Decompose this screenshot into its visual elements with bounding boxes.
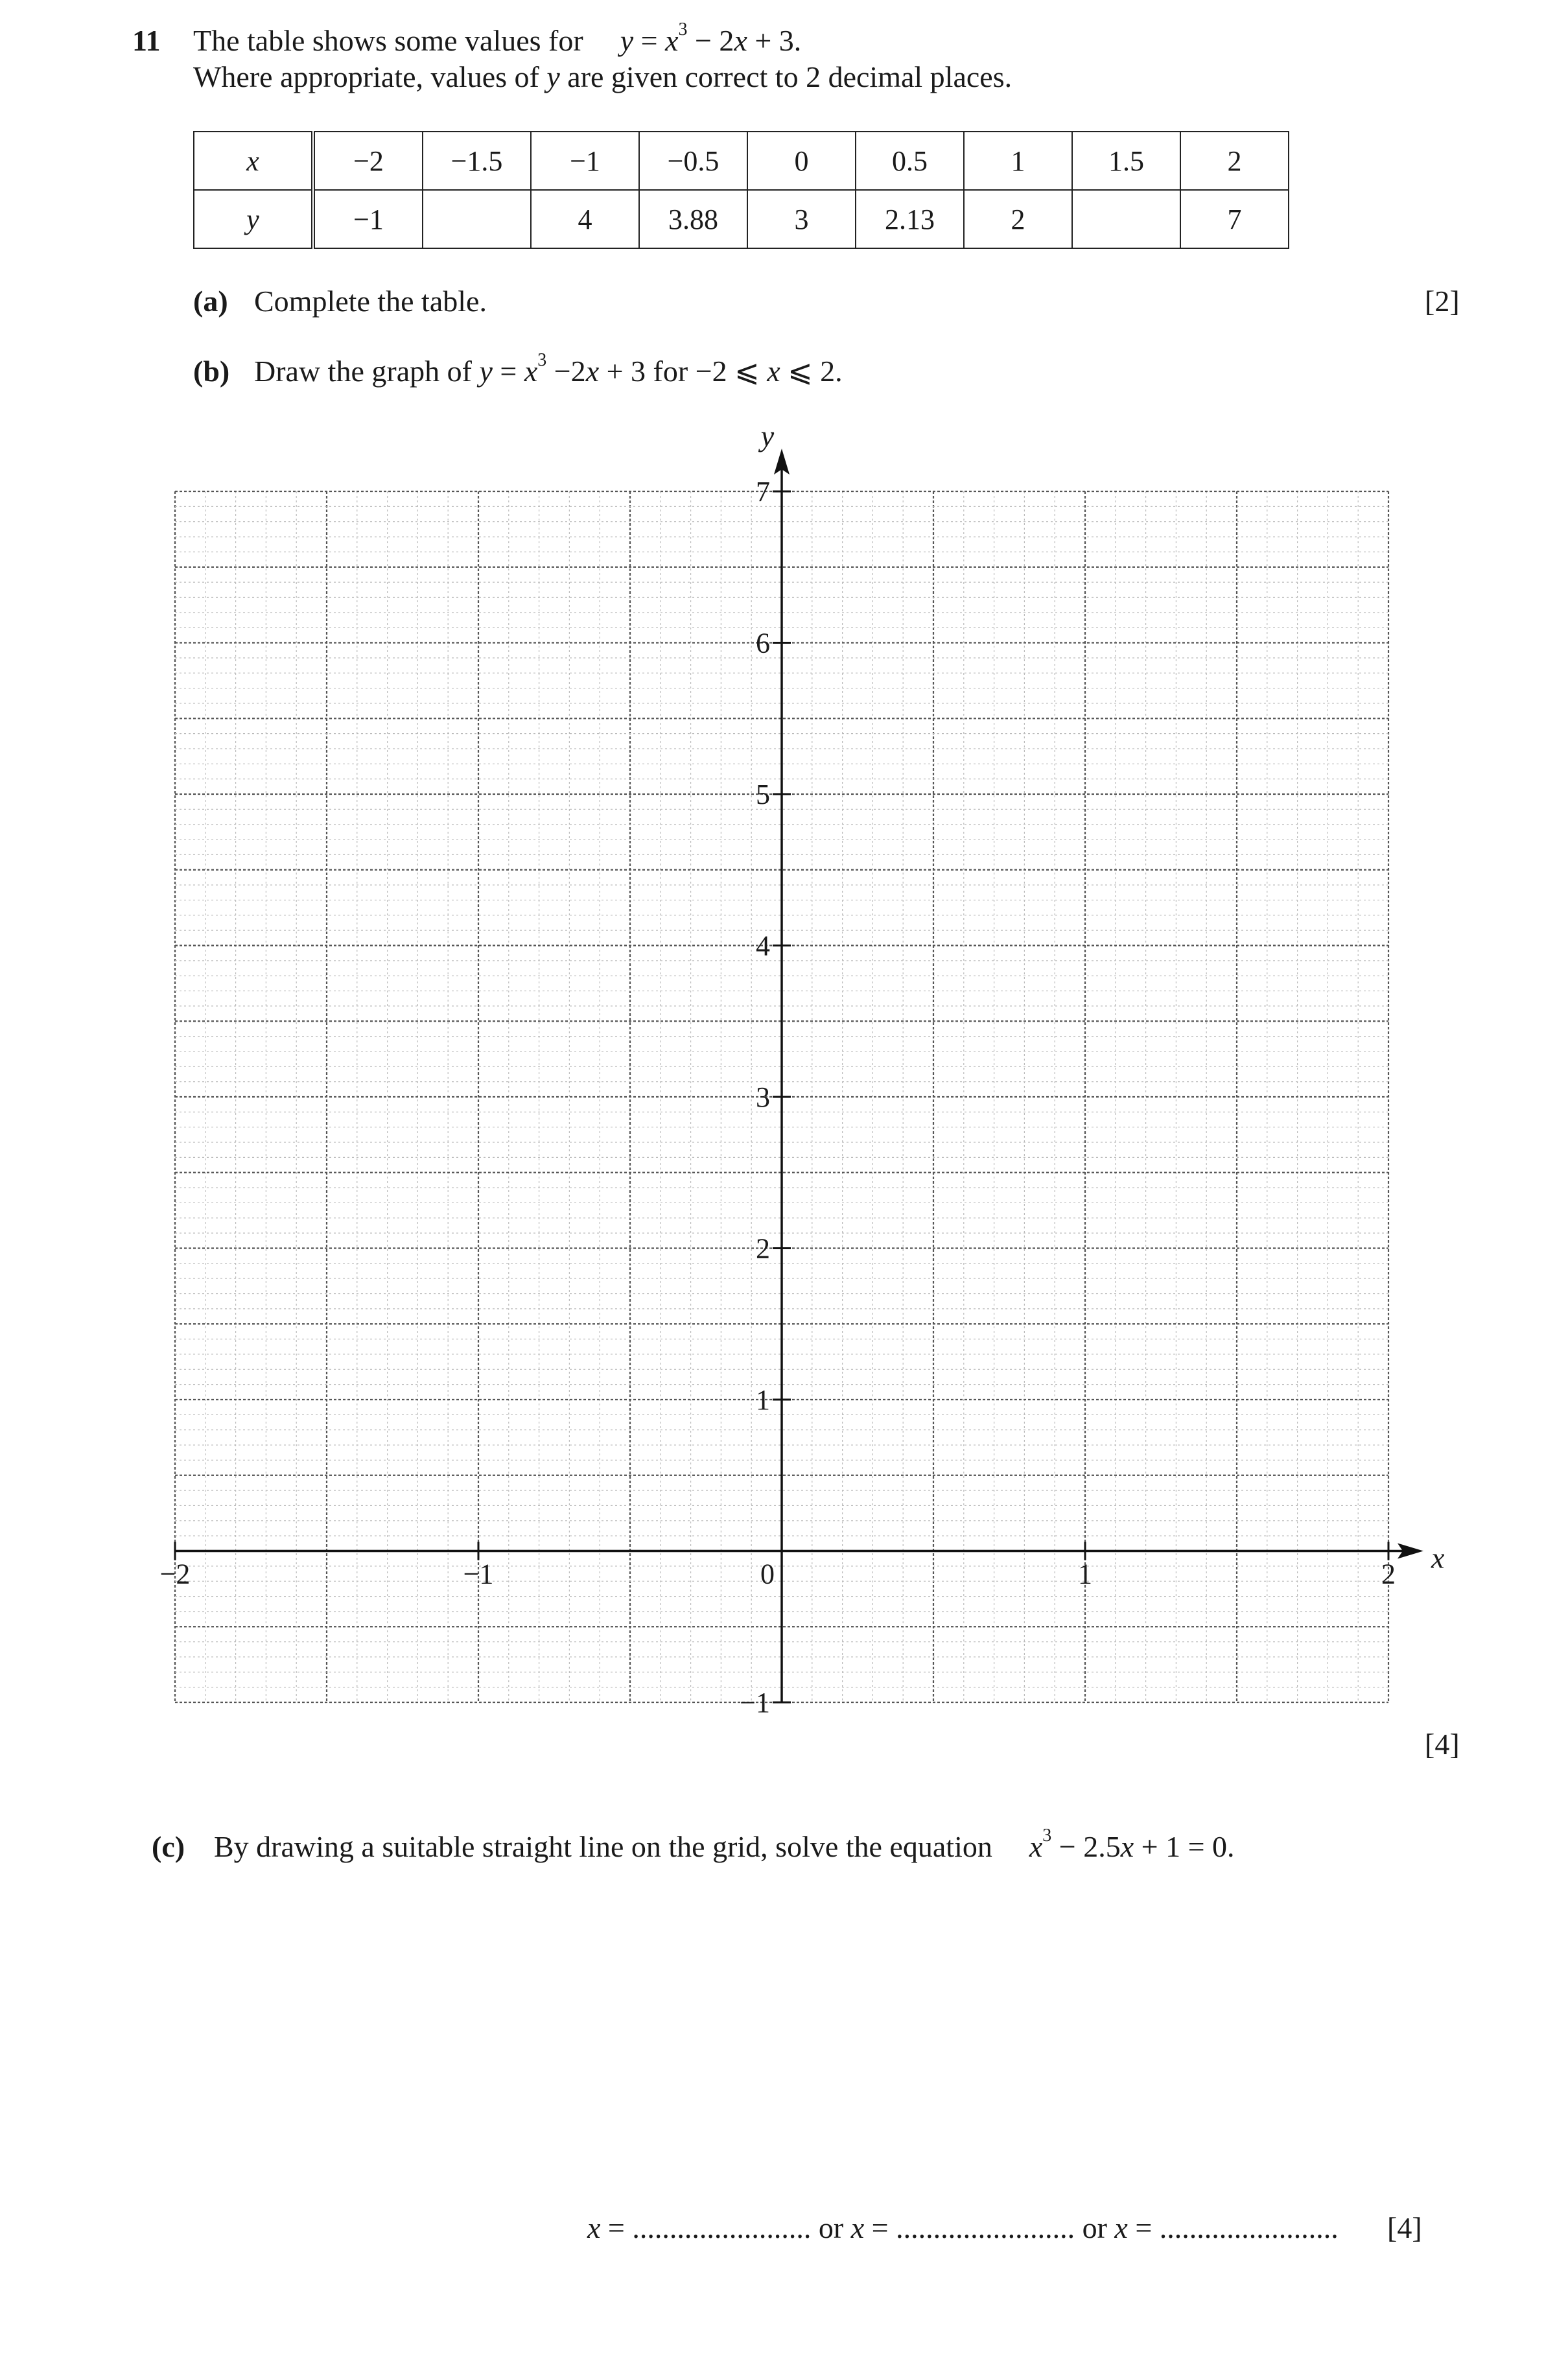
y-tick-label: 1 <box>756 1384 770 1416</box>
table-cell-x: 1 <box>964 132 1072 190</box>
part-b-eq-x2: x <box>585 355 600 388</box>
part-c-eq-rest: − 2.5 <box>1051 1830 1121 1863</box>
table-cell-x: 1.5 <box>1072 132 1180 190</box>
intro-eq-tail: + 3. <box>747 24 802 57</box>
y-tick-label: 7 <box>756 476 770 508</box>
table-cell-y: 4 <box>531 190 639 248</box>
table-cell-y: −1 <box>313 190 423 248</box>
part-c-text-main: By drawing a suitable straight line on the grid, solve the equation <box>214 1830 992 1863</box>
answer-field-1[interactable]: ........................ <box>632 2211 812 2244</box>
question-number: 11 <box>132 24 161 57</box>
intro-eq-x: x <box>665 24 679 57</box>
x-tick-label: 0 <box>760 1558 775 1590</box>
table-cell-y: 2 <box>964 190 1072 248</box>
table-cell-x: 0 <box>747 132 856 190</box>
intro-eq-exp: 3 <box>678 19 688 40</box>
answer-eq3: = <box>1127 2211 1160 2244</box>
answer-or-2: or <box>1075 2211 1115 2244</box>
table-cell-y: 3 <box>747 190 856 248</box>
x-axis-label: x <box>1431 1541 1445 1575</box>
part-b-eq-x: x <box>524 355 538 388</box>
answer-field-3[interactable]: ........................ <box>1159 2211 1339 2244</box>
answer-field-2[interactable]: ........................ <box>896 2211 1075 2244</box>
answer-or-1: or <box>811 2211 851 2244</box>
part-c-marks: [4] <box>1387 2211 1422 2244</box>
intro-eq-rest: − 2 <box>687 24 734 57</box>
x-tick-label: −1 <box>463 1558 494 1590</box>
answer-x1-label: x <box>587 2211 601 2244</box>
part-b-label: (b) <box>193 355 230 388</box>
x-tick-label: −2 <box>159 1558 191 1590</box>
part-a-label: (a) <box>193 285 228 318</box>
part-c-eq-x2: x <box>1120 1830 1134 1863</box>
answer-line <box>587 2213 1339 2243</box>
part-c-label: (c) <box>152 1830 185 1863</box>
part-c-eq-tail: + 1 = 0. <box>1134 1830 1235 1863</box>
part-b-eq-rest: −2 <box>546 355 586 388</box>
answer-eq2: = <box>864 2211 896 2244</box>
y-tick-label: −1 <box>740 1687 770 1719</box>
intro-text: The table shows some values for <box>193 24 583 57</box>
x-tick-label: 1 <box>1078 1558 1092 1590</box>
x-tick-label: 2 <box>1381 1558 1396 1590</box>
table-cell-y: 7 <box>1180 190 1289 248</box>
answer-x3-label: x <box>1114 2211 1128 2244</box>
table-cell-x: −0.5 <box>639 132 747 190</box>
table-header-x: x <box>194 132 313 190</box>
answer-x2-label: x <box>850 2211 865 2244</box>
part-b-eq-mid: = <box>492 355 524 388</box>
y-tick-label: 6 <box>756 627 770 659</box>
table-cell-y: 3.88 <box>639 190 747 248</box>
part-b-marks: [4] <box>1425 1728 1460 1761</box>
part-b-eq-exp: 3 <box>537 350 547 370</box>
intro-line2-y: y <box>546 60 560 93</box>
y-tick-label: 2 <box>756 1232 770 1265</box>
part-b-text-a: Draw the graph of <box>254 355 480 388</box>
table-cell-x: −2 <box>313 132 423 190</box>
part-c-eq-exp: 3 <box>1042 1826 1052 1846</box>
part-a-marks: [2] <box>1425 285 1460 318</box>
intro-line2-b: are given correct to 2 decimal places. <box>559 60 1012 93</box>
y-tick-label: 5 <box>756 779 770 810</box>
part-b-eq-tail: + 3 for −2 ⩽ <box>599 355 767 388</box>
table-cell-x: −1 <box>531 132 639 190</box>
intro-eq-y: y <box>620 24 634 57</box>
intro-eq-x2: x <box>734 24 747 57</box>
table-cell-x: 0.5 <box>856 132 964 190</box>
y-axis-label: y <box>760 419 775 452</box>
intro-eq-eq: = <box>633 24 666 57</box>
part-c-text <box>214 1826 1235 1863</box>
part-b-eq-y: y <box>479 355 493 388</box>
table-cell-y: 2.13 <box>856 190 964 248</box>
part-a-text: Complete the table. <box>254 285 487 318</box>
part-b-eq-end: ⩽ 2. <box>780 355 843 388</box>
table-cell-x: −1.5 <box>423 132 531 190</box>
y-tick-label: 3 <box>756 1081 770 1113</box>
part-b-eq-xv: x <box>767 355 780 388</box>
answer-eq1: = <box>600 2211 633 2244</box>
table-header-y: y <box>194 190 313 248</box>
y-tick-label: 4 <box>756 930 770 962</box>
part-c-eq-x: x <box>1029 1830 1043 1863</box>
table-cell-x: 2 <box>1180 132 1289 190</box>
intro-line2-a: Where appropriate, values of <box>193 60 547 93</box>
